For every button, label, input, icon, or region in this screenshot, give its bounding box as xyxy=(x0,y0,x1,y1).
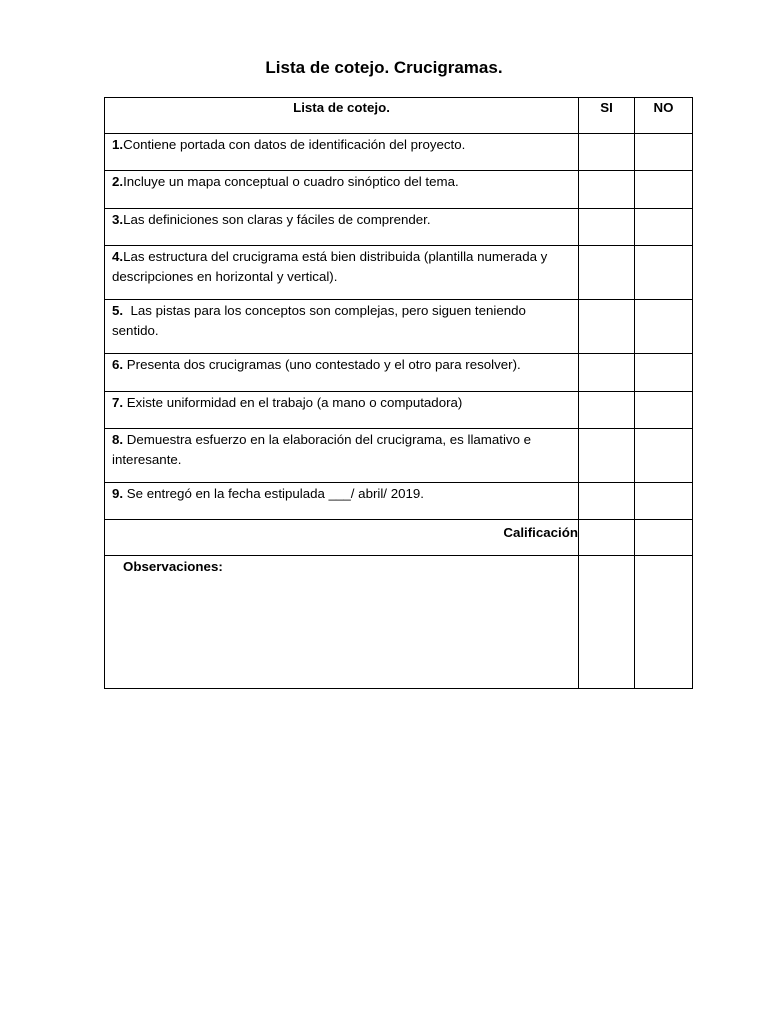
criterion-text: Incluye un mapa conceptual o cuadro sinóptico del tema. xyxy=(123,174,459,189)
table-row xyxy=(105,209,693,246)
no-check-cell[interactable] xyxy=(635,246,693,300)
table-row xyxy=(105,429,693,483)
no-header: NO xyxy=(635,98,693,134)
criterion-number: 9. xyxy=(112,486,124,501)
yes-check-cell[interactable] xyxy=(579,134,635,171)
table-row xyxy=(105,134,693,171)
no-check-cell[interactable] xyxy=(635,209,693,246)
grade-yes-cell[interactable] xyxy=(579,520,635,556)
criterion-text: Presenta dos crucigramas (uno contestado y el otro para resolver). xyxy=(123,357,521,372)
table-header-row xyxy=(105,98,693,134)
table-row xyxy=(105,246,693,300)
criterion-number: 7. xyxy=(112,395,124,410)
yes-check-cell[interactable] xyxy=(579,300,635,354)
table-row xyxy=(105,300,693,354)
criterion-number: 4. xyxy=(112,249,124,264)
table-row xyxy=(105,392,693,429)
observations-no-cell[interactable] xyxy=(635,556,693,689)
criterion-number: 3. xyxy=(112,212,124,227)
observations-yes-cell[interactable] xyxy=(579,556,635,689)
criterion-cell xyxy=(105,300,579,354)
criterion-cell xyxy=(105,246,579,300)
criterion-number: 2. xyxy=(112,174,124,189)
criterion-text: Se entregó en la fecha estipulada ___/ abril/ 2019. xyxy=(123,486,424,501)
yes-check-cell[interactable] xyxy=(579,171,635,209)
criterion-cell xyxy=(105,134,579,171)
grade-no-cell[interactable] xyxy=(635,520,693,556)
no-check-cell[interactable] xyxy=(635,134,693,171)
observations-row xyxy=(105,556,693,689)
criterion-number: 5. xyxy=(112,303,124,318)
table-row xyxy=(105,171,693,209)
yes-check-cell[interactable] xyxy=(579,429,635,483)
criterion-number: 1. xyxy=(112,137,124,152)
criterion-number: 8. xyxy=(112,432,124,447)
criterion-text: Contiene portada con datos de identificación del proyecto. xyxy=(123,137,466,152)
grade-label: Calificación xyxy=(105,520,579,556)
criterion-cell xyxy=(105,392,579,429)
criterion-text: Existe uniformidad en el trabajo (a mano o computadora) xyxy=(123,395,463,410)
criterion-cell xyxy=(105,429,579,483)
criteria-header: Lista de cotejo. xyxy=(105,98,579,134)
no-check-cell[interactable] xyxy=(635,354,693,392)
no-check-cell[interactable] xyxy=(635,171,693,209)
no-check-cell[interactable] xyxy=(635,392,693,429)
no-check-cell[interactable] xyxy=(635,300,693,354)
table-row xyxy=(105,354,693,392)
table-row xyxy=(105,483,693,520)
yes-check-cell[interactable] xyxy=(579,483,635,520)
observations-label[interactable]: Observaciones: xyxy=(105,556,579,689)
yes-check-cell[interactable] xyxy=(579,246,635,300)
criterion-text: Las pistas para los conceptos son complejas, pero siguen teniendo sentido. xyxy=(112,303,530,338)
criterion-cell xyxy=(105,209,579,246)
document-title: Lista de cotejo. Crucigramas. xyxy=(265,58,503,77)
yes-check-cell[interactable] xyxy=(579,392,635,429)
yes-check-cell[interactable] xyxy=(579,354,635,392)
criterion-text: Las estructura del crucigrama está bien distribuida (plantilla numerada y descripciones en horizontal y vertical). xyxy=(112,249,548,284)
criterion-cell xyxy=(105,483,579,520)
grade-row xyxy=(105,520,693,556)
no-check-cell[interactable] xyxy=(635,483,693,520)
criterion-cell xyxy=(105,171,579,209)
criterion-text: Demuestra esfuerzo en la elaboración del crucigrama, es llamativo e interesante. xyxy=(112,432,535,467)
criterion-text: Las definiciones son claras y fáciles de comprender. xyxy=(123,212,431,227)
criterion-number: 6. xyxy=(112,357,124,372)
yes-header: SI xyxy=(579,98,635,134)
criterion-cell xyxy=(105,354,579,392)
yes-check-cell[interactable] xyxy=(579,209,635,246)
checklist-table xyxy=(104,97,693,689)
no-check-cell[interactable] xyxy=(635,429,693,483)
